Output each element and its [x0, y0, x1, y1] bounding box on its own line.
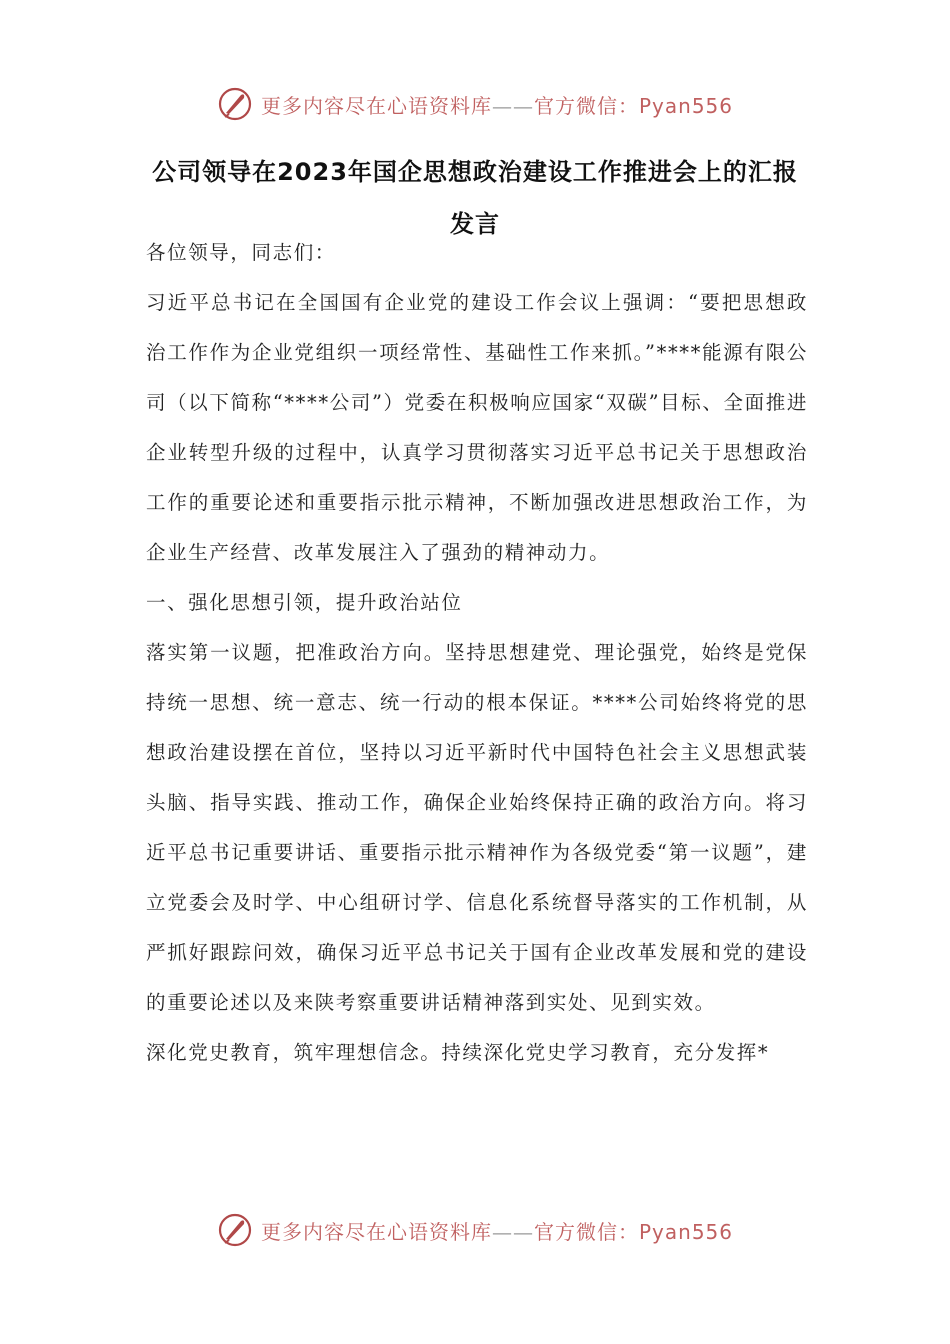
watermark-suffix: 官方微信：	[533, 1219, 639, 1244]
watermark-wechat-id: Pyan556	[638, 1219, 733, 1244]
watermark-text	[261, 90, 733, 119]
section-heading: 一、强化思想引领，提升政治站位	[146, 591, 463, 614]
document-title-line-2: 发言	[450, 210, 500, 238]
watermark-separator: ——	[491, 1219, 534, 1244]
document-title-line-1: 公司领导在2023年国企思想政治建设工作推进会上的汇报	[152, 158, 798, 186]
watermark-text	[261, 1216, 733, 1245]
watermark-wechat-id: Pyan556	[638, 93, 733, 118]
body-paragraph: 习近平总书记在全国国有企业党的建设工作会议上强调：“要把思想政治工作作为企业党组织一项经常性、基础性工作来抓。”****能源有限公司（以下简称“****公司”）党委在积极响应国家“双碳”目标、全面推进企业转型升级的过程中，认真学习贯彻落实习近平总书记关于思想政治工作的重要论述和重要指示批示精神，不断加强改进思想政治工作，为企业生产经营、改革发展注入了强劲的精神动力。	[146, 291, 808, 564]
body-paragraph: 深化党史教育，筑牢理想信念。持续深化党史学习教育，充分发挥*	[146, 1041, 770, 1064]
salutation: 各位领导，同志们：	[146, 241, 336, 264]
watermark-banner-bottom	[0, 1210, 950, 1250]
document-body	[146, 228, 808, 1078]
watermark-separator: ——	[491, 93, 534, 118]
body-paragraph: 落实第一议题，把准政治方向。坚持思想建党、理论强党，始终是党保持统一思想、统一意志、统一行动的根本保证。****公司始终将党的思想政治建设摆在首位，坚持以习近平新时代中国特色社会主义思想武装头脑、指导实践、推动工作，确保企业始终保持正确的政治方向。将习近平总书记重要讲话、重要指示批示精神作为各级党委“第一议题”，建立党委会及时学、中心组研讨学、信息化系统督导落实的工作机制，从严抓好跟踪问效，确保习近平总书记关于国有企业改革发展和党的建设的重要论述以及来陕考察重要讲话精神落到实处、见到实效。	[146, 641, 808, 1014]
watermark-prefix: 更多内容尽在心语资料库	[260, 93, 492, 118]
quill-pen-icon	[217, 86, 253, 122]
watermark-suffix: 官方微信：	[533, 93, 639, 118]
quill-pen-icon	[217, 1212, 253, 1248]
watermark-prefix: 更多内容尽在心语资料库	[260, 1219, 492, 1244]
watermark-banner-top	[0, 84, 950, 124]
